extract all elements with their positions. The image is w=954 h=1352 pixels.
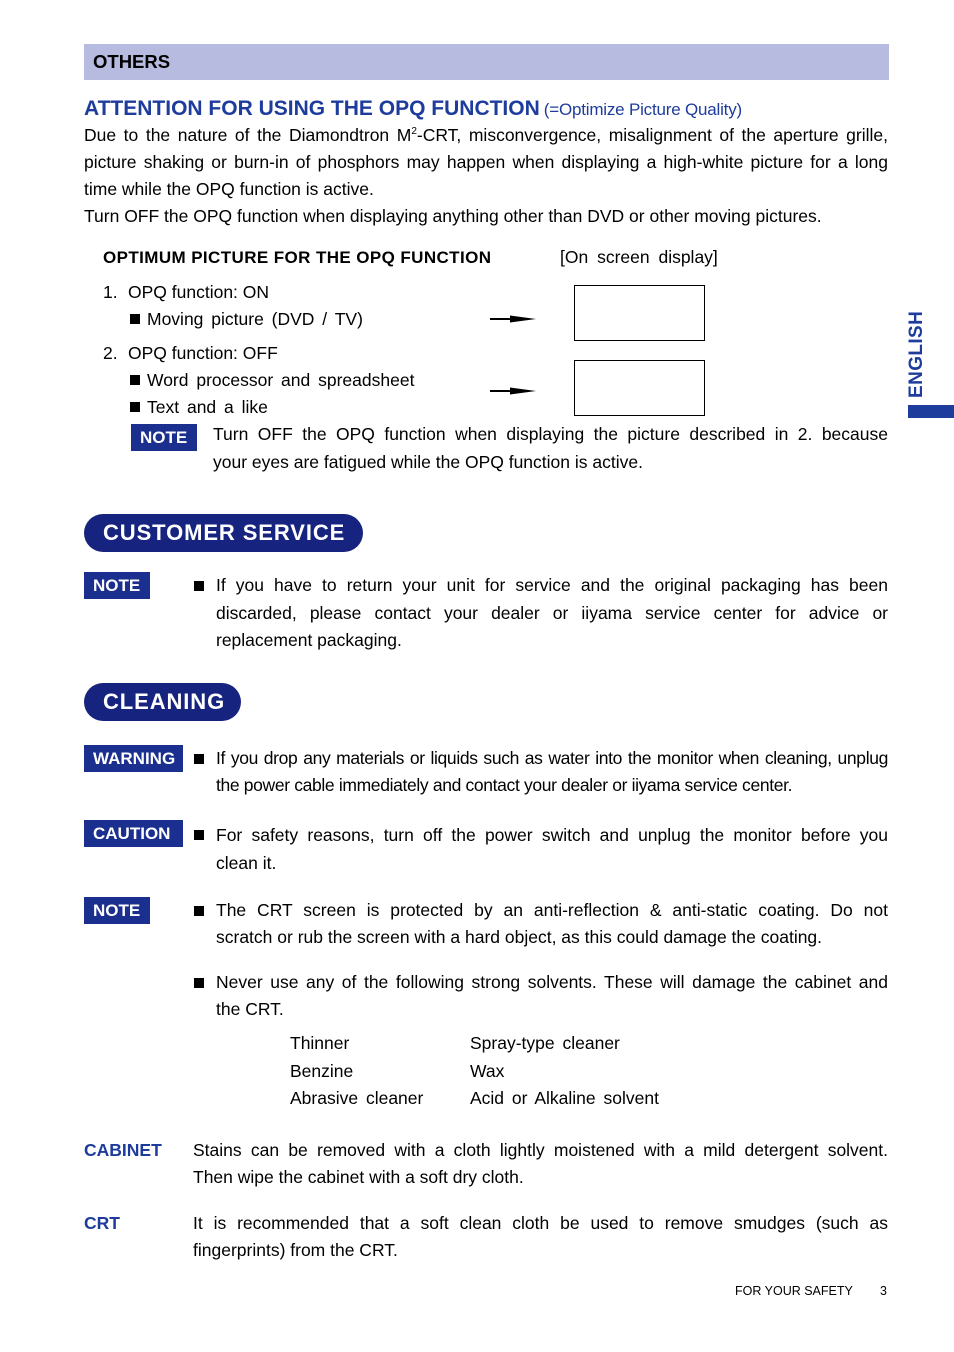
- warning-badge: WARNING: [84, 745, 183, 772]
- intro-text-after: -CRT, misconvergence, misalignment of the aperture grille,: [416, 125, 889, 145]
- footer-section-title: FOR YOUR SAFETY: [735, 1284, 853, 1298]
- square-bullet-icon: [194, 581, 204, 591]
- square-bullet-icon: [194, 754, 204, 764]
- customer-service-heading: CUSTOMER SERVICE: [84, 514, 363, 552]
- screen-display-box: [574, 285, 705, 341]
- square-bullet-icon: [194, 906, 204, 916]
- solvent-item: Benzine: [290, 1060, 354, 1081]
- solvent-item: Wax: [470, 1060, 505, 1081]
- opq-item-1-bullet: [130, 306, 363, 333]
- square-bullet-icon: [194, 830, 204, 840]
- note-line: scratch or rub the screen with a hard object, as this could damage the coating.: [216, 927, 823, 947]
- note-line: discarded, please contact your dealer or iiyama service center for advice or: [216, 602, 888, 623]
- warning-line: the power cable immediately and contact your dealer or iiyama service center.: [216, 775, 793, 795]
- opq-item-2-bullet: [130, 394, 268, 421]
- opq-intro-line: picture shaking or burn-in of phosphors may happen when displaying a high-white picture for a long: [84, 152, 888, 172]
- bullet-text: Moving picture (DVD / TV): [147, 309, 363, 329]
- solvent-item: Abrasive cleaner: [290, 1088, 424, 1108]
- intro-text-before: Due to the nature of the Diamondtron M: [84, 125, 412, 145]
- warning-line: If you drop any materials or liquids such as water into the monitor when cleaning, unplug: [216, 748, 888, 768]
- opq-item-2: [103, 340, 278, 367]
- on-screen-display-label: [On screen display]: [560, 247, 718, 267]
- square-bullet-icon: [194, 978, 204, 988]
- note-line: The CRT screen is protected by an anti-reflection & anti-static coating. Do not: [216, 900, 888, 920]
- opq-intro-line: [84, 122, 888, 149]
- solvent-item: Thinner: [290, 1033, 350, 1053]
- item-number: 1.: [103, 282, 118, 302]
- screen-display-box: [574, 360, 705, 416]
- crt-label: CRT: [84, 1213, 120, 1233]
- opq-heading-note: (=Optimize Picture Quality): [543, 100, 742, 119]
- bullet-text: Word processor and spreadsheet: [147, 370, 415, 390]
- opq-item-2-bullet: [130, 367, 414, 394]
- arrow-right-icon: [490, 314, 536, 324]
- opq-heading: [84, 96, 742, 124]
- solvent-list-column-2: [470, 1030, 659, 1113]
- intro-superscript: 2: [411, 126, 417, 137]
- cabinet-text: [193, 1137, 888, 1191]
- customer-service-note-text: [216, 572, 888, 655]
- warning-text: [216, 745, 888, 799]
- item-label: OPQ function: ON: [128, 282, 270, 302]
- opq-table-title: OPTIMUM PICTURE FOR THE OPQ FUNCTION: [103, 248, 492, 267]
- note-line: your eyes are fatigued while the OPQ function is active.: [213, 452, 643, 472]
- solvent-list-column-1: [290, 1030, 423, 1113]
- opq-turn-off-text: Turn OFF the OPQ function when displaying anything other than DVD or other moving pictures.: [84, 206, 822, 226]
- language-tab-label: ENGLISH: [906, 310, 927, 398]
- caution-badge: CAUTION: [84, 820, 183, 847]
- square-bullet-icon: [130, 375, 140, 385]
- note-line: Never use any of the following strong solvents. These will damage the cabinet and: [216, 972, 888, 992]
- opq-item-1: [103, 279, 269, 306]
- note-line: replacement packaging.: [216, 630, 402, 650]
- square-bullet-icon: [130, 402, 140, 412]
- crt-text: [193, 1210, 888, 1264]
- solvent-item: Spray-type cleaner: [470, 1033, 620, 1053]
- caution-line: clean it.: [216, 853, 277, 873]
- cleaning-note-item-1: [216, 897, 888, 951]
- cabinet-label: CABINET: [84, 1140, 162, 1160]
- note-badge: NOTE: [131, 424, 197, 451]
- crt-line: It is recommended that a soft clean cloth be used to remove smudges (such as: [193, 1213, 888, 1233]
- opq-intro-line: time while the OPQ function is active.: [84, 179, 374, 199]
- opq-note-text: [213, 420, 888, 476]
- opq-intro-paragraph: [84, 122, 888, 230]
- crt-line: fingerprints) from the CRT.: [193, 1240, 398, 1260]
- bullet-text: Text and a like: [147, 397, 268, 417]
- note-line: the CRT.: [216, 999, 284, 1019]
- cleaning-heading: CLEANING: [84, 683, 241, 721]
- footer-page-number: 3: [880, 1284, 887, 1298]
- note-line: If you have to return your unit for service and the original packaging has been: [216, 575, 888, 595]
- language-tab-marker: [908, 405, 954, 418]
- note-badge: NOTE: [84, 572, 150, 599]
- opq-heading-title: ATTENTION FOR USING THE OPQ FUNCTION: [84, 97, 540, 120]
- square-bullet-icon: [130, 314, 140, 324]
- item-number: 2.: [103, 343, 118, 363]
- note-line: Turn OFF the OPQ function when displaying the picture described in 2. because: [213, 424, 888, 444]
- section-header-bar: [84, 44, 889, 80]
- cabinet-line: Then wipe the cabinet with a soft dry cloth.: [193, 1167, 524, 1187]
- caution-text: [216, 821, 888, 877]
- caution-line: For safety reasons, turn off the power switch and unplug the monitor before you: [216, 825, 888, 845]
- cleaning-note-item-2: [216, 969, 888, 1023]
- arrow-right-icon: [490, 386, 536, 396]
- cabinet-line: Stains can be removed with a cloth lightly moistened with a mild detergent solvent.: [193, 1140, 888, 1160]
- solvent-item: Acid or Alkaline solvent: [470, 1088, 659, 1108]
- note-badge: NOTE: [84, 897, 150, 924]
- section-header-title: OTHERS: [93, 51, 171, 72]
- item-label: OPQ function: OFF: [128, 343, 278, 363]
